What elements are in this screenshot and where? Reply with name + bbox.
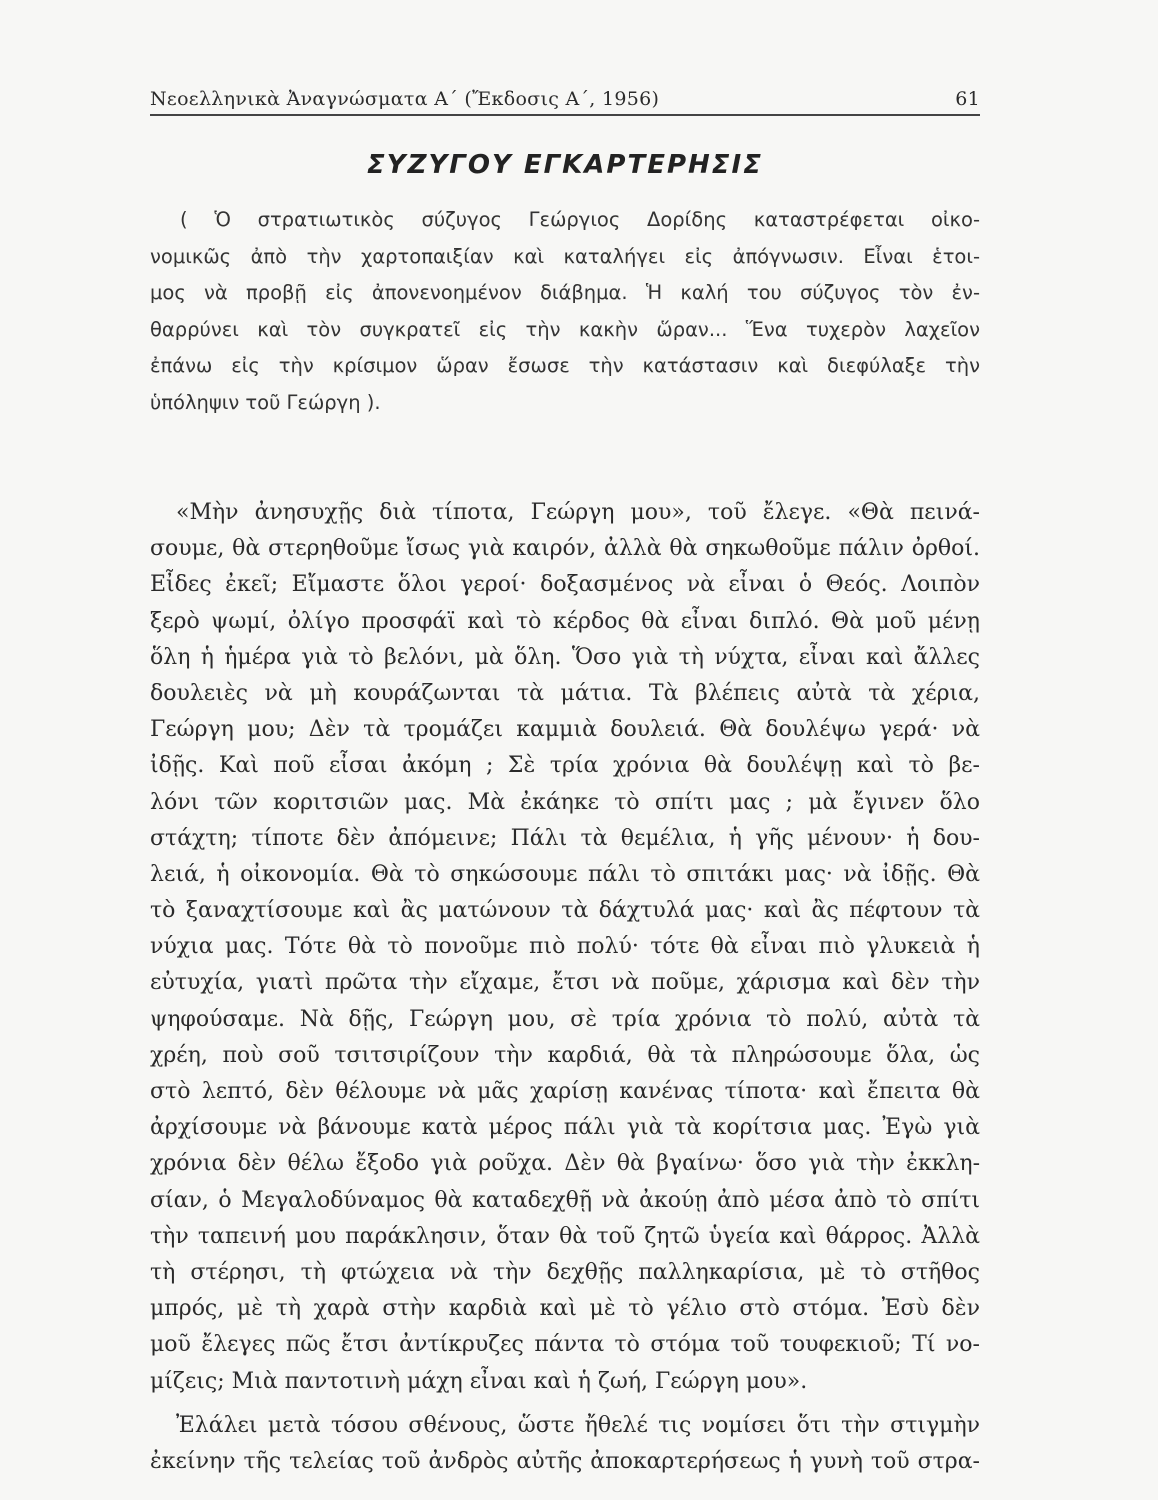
text-line: μίζεις; Μιὰ παντοτινὴ μάχη εἶναι καὶ ἡ ζωή, Γεώργη μου».	[150, 1368, 808, 1394]
text-line: στάχτη; τίποτε δὲν ἀπόμεινε; Πάλι τὰ θεμέλια, ἡ γῆς μένουν· ἡ δου-	[150, 825, 980, 851]
text-line: ξερὸ ψωμί, ὀλίγο προσφάϊ καὶ τὸ κέρδος θὰ εἶναι διπλό. Θὰ μοῦ μένῃ	[150, 608, 980, 634]
chapter-title: ΣΥΖΥΓΟΥ ΕΓΚΑΡΤΕΡΗΣΙΣ	[367, 150, 763, 180]
text-line: Γεώργη μου; Δὲν τὰ τρομάζει καμμιὰ δουλειά. Θὰ δουλέψω γερά· νὰ	[150, 717, 980, 743]
text-line: σίαν, ὁ Μεγαλοδύναμος θὰ καταδεχθῇ νὰ ἀκούῃ ἀπὸ μέσα ἀπὸ τὸ σπίτι	[150, 1187, 980, 1213]
intro-line: θαρρύνει καὶ τὸν συγκρατεῖ εἰς τὴν κακὴν ὥραν... Ἕνα τυχερὸν λαχεῖον	[150, 317, 980, 341]
running-header	[150, 88, 980, 116]
text-line: χρόνια δὲν θέλω ἔξοδο γιὰ ροῦχα. Δὲν θὰ βγαίνω· ὅσο γιὰ τὴν ἐκκλη-	[150, 1151, 980, 1177]
text-line: λειά, ἡ οἰκονομία. Θὰ τὸ σηκώσουμε πάλι τὸ σπιτάκι μας· νὰ ἰδῇς. Θὰ	[150, 861, 980, 887]
text-line: σουμε, θὰ στερηθοῦμε ἴσως γιὰ καιρόν, ἀλλὰ θὰ σηκωθοῦμε πάλιν ὀρθοί.	[150, 536, 980, 562]
text-line: λόνι τῶν κοριτσιῶν μας. Μὰ ἐκάηκε τὸ σπίτι μας ; μὰ ἔγινεν ὅλο	[150, 789, 980, 815]
intro-line: νομικῶς ἀπὸ τὴν χαρτοπαιξίαν καὶ καταλήγει εἰς ἀπόγνωσιν. Εἶναι ἑτοι-	[150, 244, 980, 268]
text-line: μπρός, μὲ τὴ χαρὰ στὴν καρδιὰ καὶ μὲ τὸ γέλιο στὸ στόμα. Ἐσὺ δὲν	[150, 1296, 980, 1322]
paragraph-2	[150, 1408, 980, 1480]
text-line: νύχια μας. Τότε θὰ τὸ πονοῦμε πιὸ πολύ· τότε θὰ εἶναι πιὸ γλυκειὰ ἡ	[150, 934, 980, 960]
text-line: τὴ στέρησι, τὴ φτώχεια νὰ τὴν δεχθῇς παλληκαρίσια, μὲ τὸ στῆθος	[150, 1259, 980, 1285]
text-line: δουλειὲς νὰ μὴ κουράζωνται τὰ μάτια. Τὰ βλέπεις αὐτὰ τὰ χέρια,	[150, 680, 980, 706]
text-line: ἰδῇς. Καὶ ποῦ εἶσαι ἀκόμη ; Σὲ τρία χρόνια θὰ δουλέψῃ καὶ τὸ βε-	[150, 753, 980, 779]
intro-line: ἐπάνω εἰς τὴν κρίσιμον ὥραν ἔσωσε τὴν κατάστασιν καὶ διεφύλαξε τὴν	[150, 354, 980, 377]
text-line: στὸ λεπτό, δὲν θέλουμε νὰ μᾶς χαρίσῃ κανένας τίποτα· καὶ ἔπειτα θὰ	[150, 1079, 980, 1104]
running-title: Νεοελληνικὰ Ἀναγνώσματα Α΄ (Ἔκδοσις Α΄, 1956)	[150, 88, 660, 110]
intro-line: ( Ὁ στρατιωτικὸς σύζυγος Γεώργιος Δορίδης καταστρέφεται οἰκο-	[180, 208, 980, 231]
intro-summary	[150, 202, 980, 421]
text-line: ὅλη ἡ ἡμέρα γιὰ τὸ βελόνι, μὰ ὅλη. Ὅσο γιὰ τὴ νύχτα, εἶναι καὶ ἄλλες	[150, 644, 980, 670]
paragraph-gap	[150, 1400, 980, 1408]
text-line: Εἶδες ἐκεῖ; Εἴμαστε ὅλοι γεροί· δοξασμένος νὰ εἶναι ὁ Θεός. Λοιπὸν	[150, 572, 980, 598]
text-line: «Μὴν ἀνησυχῇς διὰ τίποτα, Γεώργη μου», τοῦ ἔλεγε. «Θὰ πεινά-	[176, 500, 980, 525]
body-text	[150, 495, 980, 1480]
text-line: τὴν ταπεινή μου παράκλησιν, ὅταν θὰ τοῦ ζητῶ ὑγεία καὶ θάρρος. Ἀλλὰ	[150, 1223, 980, 1249]
paragraph-1	[150, 495, 980, 1400]
text-line: ἐκείνην τῆς τελείας τοῦ ἀνδρὸς αὐτῆς ἀποκαρτερήσεως ἡ γυνὴ τοῦ στρα-	[150, 1448, 980, 1474]
intro-line: ὑπόληψιν τοῦ Γεώργη ).	[150, 390, 381, 414]
intro-line: μος νὰ προβῇ εἰς ἀπονενοημένον διάβημα. Ἡ καλή του σύζυγος τὸν ἐν-	[150, 281, 980, 304]
document-page	[150, 70, 980, 1474]
page-number: 61	[955, 88, 980, 110]
text-line: Ἐλάλει μετὰ τόσου σθένους, ὥστε ἤθελέ τις νομίσει ὅτι τὴν στιγμὴν	[176, 1412, 980, 1438]
text-line: ψηφούσαμε. Νὰ δῇς, Γεώργη μου, σὲ τρία χρόνια τὸ πολύ, αὐτὰ τὰ	[150, 1006, 980, 1032]
text-line: χρέη, ποὺ σοῦ τσιτσιρίζουν τὴν καρδιά, θὰ τὰ πληρώσουμε ὅλα, ὡς	[150, 1042, 980, 1068]
text-line: τὸ ξαναχτίσουμε καὶ ἂς ματώνουν τὰ δάχτυλά μας· καὶ ἂς πέφτουν τὰ	[150, 898, 980, 924]
text-line: ἀρχίσουμε νὰ βάνουμε κατὰ μέρος πάλι γιὰ τὰ κορίτσια μας. Ἐγὼ γιὰ	[150, 1115, 980, 1141]
text-line: μοῦ ἔλεγες πῶς ἔτσι ἀντίκρυζες πάντα τὸ στόμα τοῦ τουφεκιοῦ; Τί νο-	[150, 1332, 980, 1358]
text-line: εὐτυχία, γιατὶ πρῶτα τὴν εἴχαμε, ἔτσι νὰ ποῦμε, χάρισμα καὶ δὲν τὴν	[150, 970, 980, 996]
